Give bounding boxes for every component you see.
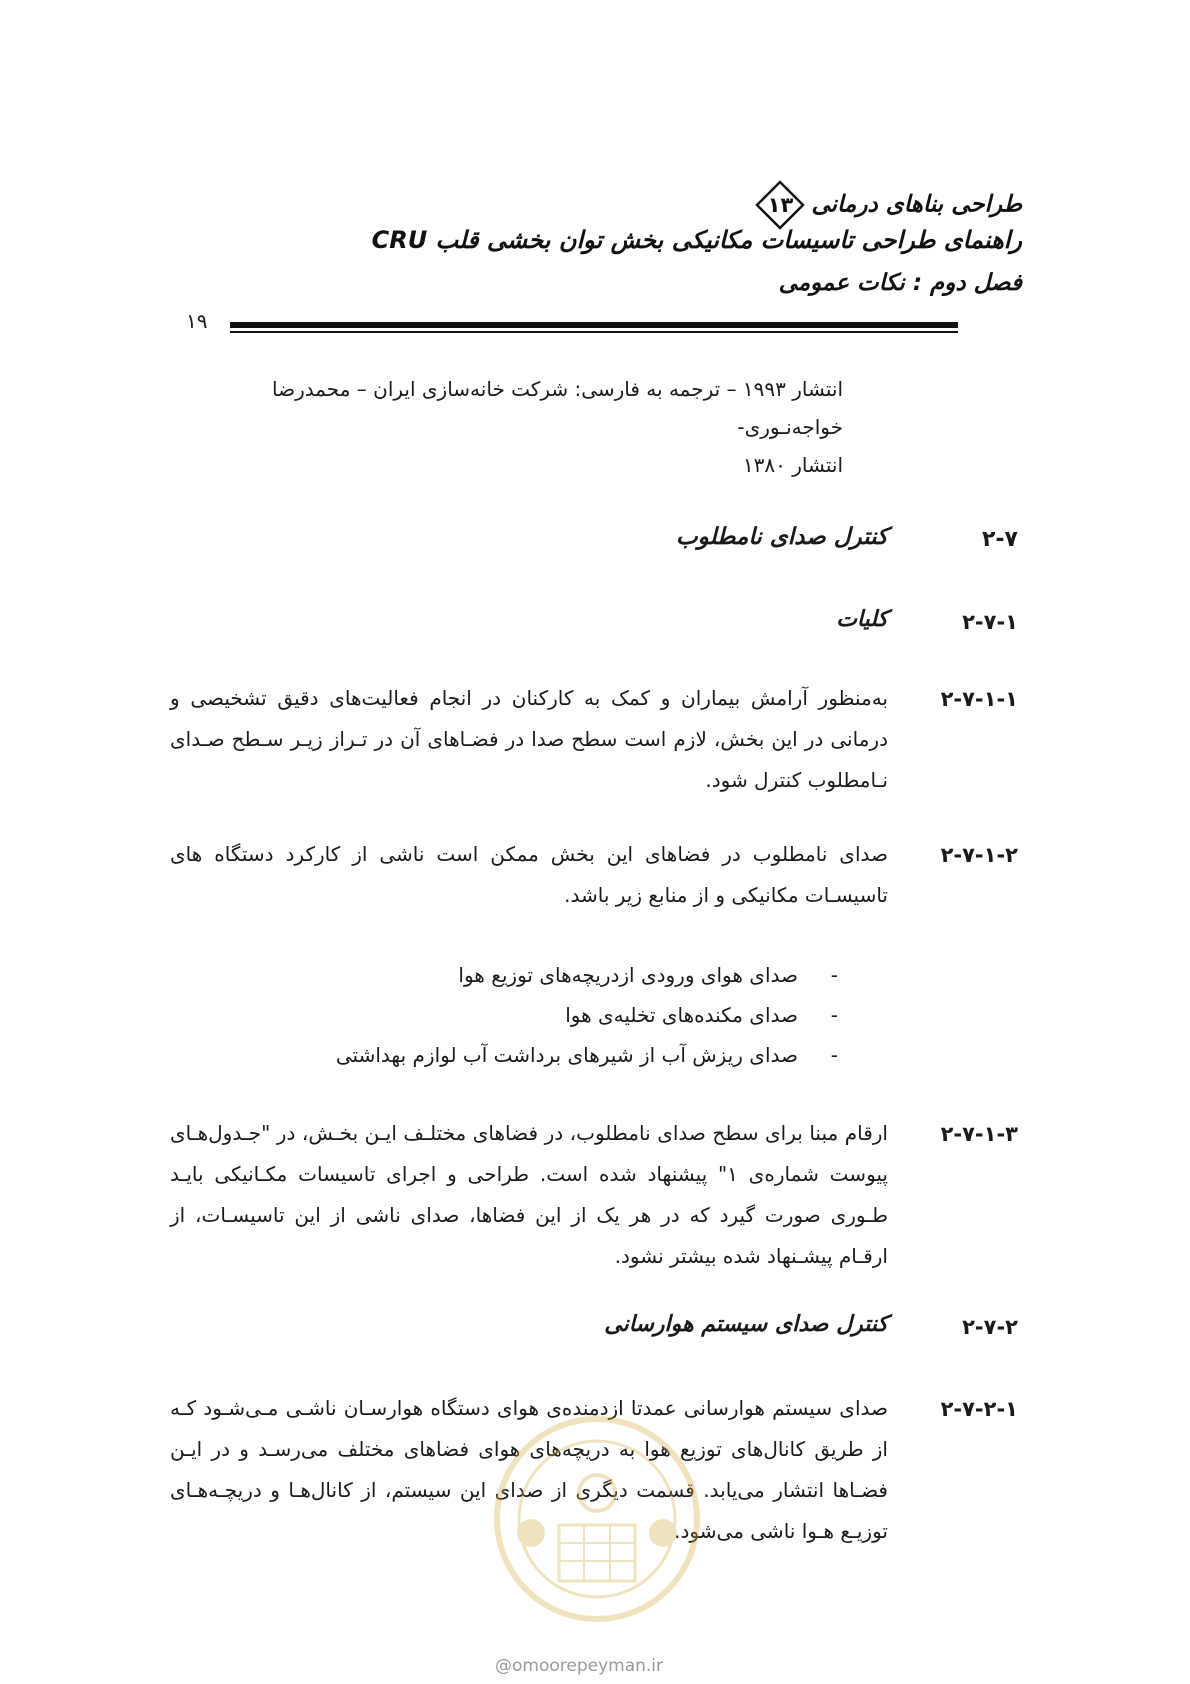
list-item-text: صدای مکنده‌های تخلیه‌ی هوا [565, 1003, 798, 1027]
header-rule-thick [230, 322, 958, 328]
section-title-2-7: کنترل صدای نامطلوب [676, 524, 888, 550]
list-item [336, 995, 838, 1035]
list-dash: - [830, 1003, 838, 1027]
section-number-2-7-1: ۲-۷-۱ [962, 610, 1018, 634]
list-item [336, 955, 838, 995]
section-title-2-7-1: کلیات [836, 607, 888, 632]
list-item-text: صدای هوای ورودی ازدریچه‌های توزیع هوا [458, 963, 798, 987]
book-title: راهنمای طراحی تاسیسات مکانیکی بخش توان بخشی قلب CRU [371, 226, 1022, 254]
noise-source-list [336, 955, 838, 1075]
paragraph-number-2-7-1-2: ۲-۷-۱-۲ [940, 843, 1018, 867]
list-item-text: صدای ریزش آب از شیرهای برداشت آب لوازم بهداشتی [335, 1043, 798, 1067]
citation-line-1: انتشار ۱۹۹۳ – ترجمه به فارسی: شرکت خانه‌سازی ایران – محمدرضا خواجه‌نـوری- [272, 377, 843, 439]
series-title: طراحی بناهای درمانی [811, 191, 1022, 218]
citation [163, 370, 843, 484]
page-number: ۱۹ [186, 309, 208, 333]
paragraph-number-2-7-1-1: ۲-۷-۱-۱ [940, 687, 1018, 711]
watermark-site-text [495, 1656, 663, 1676]
at-icon: @ [495, 1656, 512, 1676]
citation-line-2: انتشار ۱۳۸۰ [742, 453, 843, 477]
paragraph-2-7-1-2: صدای نامطلوب در فضاهای این بخش ممکن است ناشی از کارکرد دستگاه های تاسیسـات مکانیکی و از منابع زیر باشد. [170, 842, 888, 907]
section-number-2-7: ۲-۷ [982, 527, 1018, 552]
watermark-site: omoorepeyman.ir [512, 1656, 664, 1676]
list-dash: - [830, 1043, 838, 1067]
watermark-logo-icon [483, 1405, 711, 1633]
chapter-title: فصل دوم : نکات عمومی [778, 270, 1022, 296]
section-title-2-7-2: کنترل صدای سیستم هوارسانی [604, 1312, 888, 1337]
list-item [336, 1035, 838, 1075]
list-dash: - [830, 963, 838, 987]
series-title-line [753, 180, 1022, 230]
paragraph-2-7-1-3: ارقام مبنا برای سطح صدای نامطلوب، در فضاهای مختلـف ایـن بخـش، در "جـدول‌هـای پیوست شماره‌ی ۱" پیشنهاد شده است. طراحی و اجرای تاسیسات مکـانیکی بایـد طـوری صورت گیرد که در هر یک از این فضاها، صدای ناشی از این تاسیسـات، از ارقـام پیشـنهاد شده بیشتر نشود. [170, 1121, 888, 1268]
section-number-2-7-2: ۲-۷-۲ [962, 1315, 1018, 1339]
paragraph-2-7-2-1: صدای سیستم هوارسانی عمدتا ازدمنده‌ی هوای دستگاه هوارسـان ناشـی مـی‌شـود کـه از طریق کانال‌های توزیع هوا به دریچه‌های هوای فضاهای مختلف می‌رسـد و در ایـن فضـاها انتشار می‌یابد. قسمت دیگری از صدای این سیستم، از کانال‌هـا و دریچـه‌هـای توزیـع هـوا ناشی می‌شود. [170, 1396, 888, 1543]
series-number: ۱۳ [767, 193, 794, 217]
series-number-badge [755, 180, 805, 230]
paragraph-number-2-7-2-1: ۲-۷-۲-۱ [940, 1397, 1018, 1421]
header-rule-thin [230, 331, 958, 333]
paragraph-2-7-1-1: به‌منظور آرامش بیماران و کمک به کارکنان در انجام فعالیت‌های دقیق تشخیصی و درمانی در این بخش، لازم است سطح صدا در فضـاهای آن در تـراز زیـر سـطح صـدای نـامطلوب کنترل شود. [170, 686, 888, 792]
paragraph-number-2-7-1-3: ۲-۷-۱-۳ [940, 1122, 1018, 1146]
